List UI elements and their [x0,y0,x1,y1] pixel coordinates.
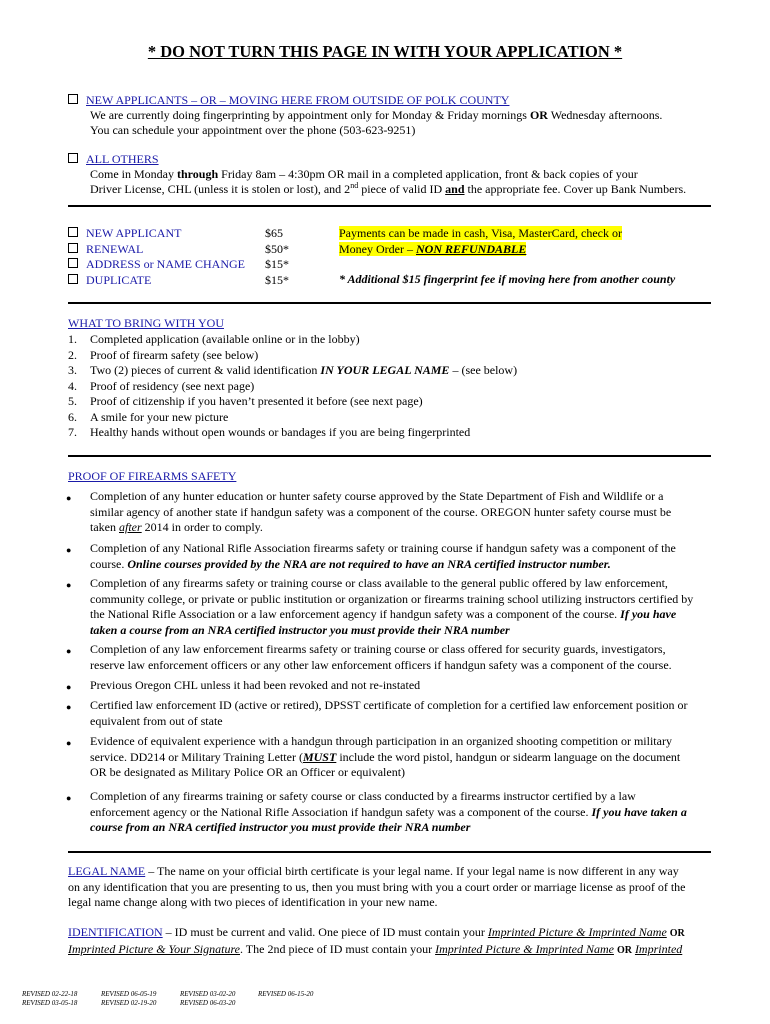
fee-row: DUPLICATE $15* [68,273,318,289]
new-applicants-heading: NEW APPLICANTS – OR – MOVING HERE FROM OUTSIDE OF POLK COUNTY [68,93,509,109]
list-item: 3. Two (2) pieces of current & valid identification IN YOUR LEGAL NAME – (see below) [68,363,518,377]
list-item: 1. Completed application (available online or in the lobby) [68,332,360,346]
firearms-item: Completion of any National Rifle Association firearms safety or training course if handgun safety was a component of the course. Online courses provided by the NRA are not required to have an NRA certified instructor number. [90,541,676,571]
list-item: 7. Healthy hands without open wounds or bandages if you are being fingerprinted [68,425,471,439]
list-item: 5. Proof of citizenship if you haven’t presented it before (see next page) [68,394,423,408]
revision-dates: REVISED 06-05-19 REVISED 02-19-20 [101,990,157,1007]
firearms-item: Certified law enforcement ID (active or retired), DPSST certificate of completion for a certified law enforcement position or equivalent from out of state [90,698,688,728]
fee-row: NEW APPLICANT $65 [68,226,318,242]
all-others-heading: ALL OTHERS [68,152,159,168]
fee-list [68,226,318,288]
what-to-bring-heading: WHAT TO BRING WITH YOU [68,316,224,330]
bullet: ● [66,580,72,590]
fingerprint-fee-note: * Additional $15 fingerprint fee if moving here from another county [339,272,676,286]
checkbox[interactable] [68,153,78,163]
new-applicants-line2: You can schedule your appointment over the phone (503-623-9251) [90,123,416,137]
identification-section: IDENTIFICATION – ID must be current and valid. One piece of ID must contain your Imprinted Picture & Imprinted Name OR Imprinted Picture & Your Signature. The 2nd piece of ID must contain your Imprinted Picture & Imprinted Name OR Imprinted [68,925,685,956]
fee-row: RENEWAL $50* [68,242,318,258]
what-to-bring-list [68,332,517,441]
bullet: ● [66,738,72,748]
checkbox[interactable] [68,243,78,253]
bullet: ● [66,793,72,803]
list-item: 6. A smile for your new picture [68,409,229,424]
revision-dates: REVISED 06-15-20 [258,990,314,998]
all-others-line2: Driver License, CHL (unless it is stolen or lost), and 2nd piece of valid ID and the appropriate fee. Cover up Bank Numbers. [90,181,687,196]
legal-name-section: LEGAL NAME – The name on your official birth certificate is your legal name. If your legal name is now different in any way on any identification that you are presenting to us, then you must bring with you a court order or marriage license as proof of the legal name change along with two pieces of identification in your new name. [68,864,686,909]
payment-info: Payments can be made in cash, Visa, MasterCard, check or Money Order – NON REFUNDABLE [339,226,622,256]
firearms-item: Previous Oregon CHL unless it had been revoked and not re-instated [90,678,421,692]
firearms-item: Completion of any law enforcement firearms safety or training course or class offered for security guards, investigators, reserve law enforcement officers or any other law enforcement officers if handgun safety was a component of the course. [90,642,672,672]
firearms-item: Completion of any firearms training or safety course or class conducted by a firearms instructor certified by a law enforcement agency or the National Rifle Association if handgun safety was a component of the course. If you have taken a course from an NRA certified instructor you must provide their NRA number [90,789,687,834]
firearms-item: Completion of any hunter education or hunter safety course approved by the State Department of Fish and Wildlife or a similar agency of another state if handgun safety was a component of the course. OREGON hunter safety course must be taken after 2014 in order to comply. [90,489,672,534]
divider [68,455,711,457]
page-title: * DO NOT TURN THIS PAGE IN WITH YOUR APPLICATION * [147,42,623,61]
list-item: 2. Proof of firearm safety (see below) [68,347,259,362]
bullet: ● [66,682,72,692]
checkbox[interactable] [68,258,78,268]
all-others-line1: Come in Monday through Friday 8am – 4:30pm OR mail in a completed application, front & back copies of your [90,167,638,181]
revision-dates: REVISED 03-02-20 REVISED 06-03-20 [180,990,236,1007]
divider [68,205,711,207]
bullet: ● [66,702,72,712]
checkbox[interactable] [68,274,78,284]
bullet: ● [66,545,72,555]
checkbox[interactable] [68,94,78,104]
checkbox[interactable] [68,227,78,237]
fee-row: ADDRESS or NAME CHANGE $15* [68,257,318,273]
firearms-item: Evidence of equivalent experience with a handgun through participation in an organized shooting competition or military service. DD214 or Military Training Letter (MUST include the word pistol, handgun or sidearm language on the document OR be designated as Military Police OR an Officer or equivalent) [90,734,681,779]
firearms-item: Completion of any firearms safety or training course or class available to the general public offered by law enforcement, community college, or private or public institution or organization or firearms training school utilizing instructors certified by the National Rifle Association or a law enforcement agency if handgun safety was a component of the course. If you have taken a course from an NRA certified instructor you must provide their NRA number [90,576,694,637]
bullet: ● [66,646,72,656]
divider [68,851,711,853]
divider [68,302,711,304]
list-item: 4. Proof of residency (see next page) [68,378,255,393]
firearms-safety-heading: PROOF OF FIREARMS SAFETY [68,469,237,483]
new-applicants-line1: We are currently doing fingerprinting by appointment only for Monday & Friday mornings OR Wednesday afternoons. [90,108,663,122]
bullet: ● [66,493,72,503]
revision-dates: REVISED 02-22-18 REVISED 03-05-18 [22,990,78,1007]
